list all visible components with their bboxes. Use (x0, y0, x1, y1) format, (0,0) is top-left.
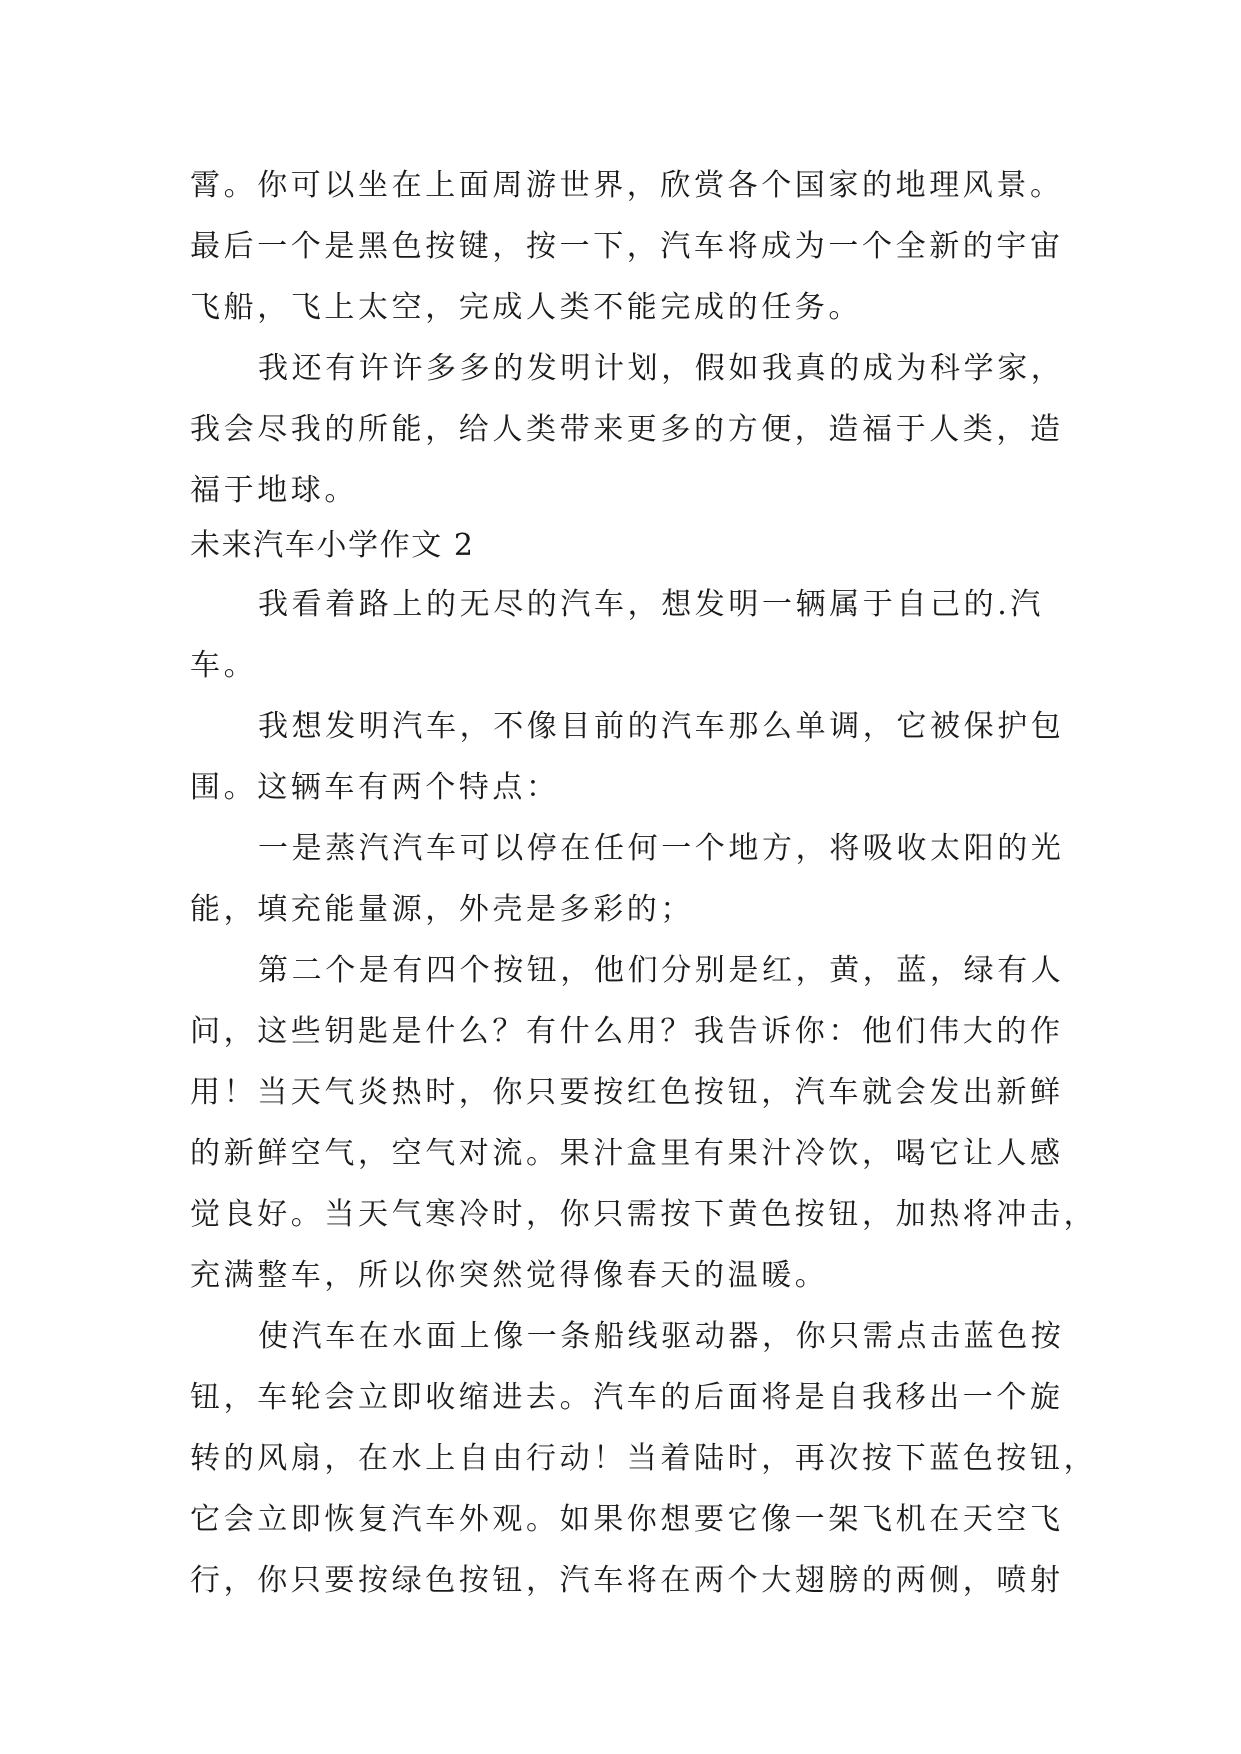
text-line: 用！当天气炎热时，你只要按红色按钮，汽车就会发出新鲜 (190, 1075, 1064, 1110)
paragraph-start-line: 我还有许许多多的发明计划，假如我真的成为科学家， (258, 351, 1065, 386)
text-line: 霄。你可以坐在上面周游世界，欣赏各个国家的地理风景。 (190, 168, 1064, 203)
text-line: 觉良好。当天气寒冷时，你只需按下黄色按钮，加热将冲击， (190, 1197, 1098, 1232)
text-line: 转的风扇，在水上自由行动！当着陆时，再次按下蓝色按钮， (190, 1441, 1098, 1476)
text-line: 飞船，飞上太空，完成人类不能完成的任务。 (190, 290, 862, 325)
text-line: 它会立即恢复汽车外观。如果你想要它像一架飞机在天空飞 (190, 1502, 1064, 1537)
text-line: 能，填充能量源，外壳是多彩的； (190, 892, 694, 927)
text-line: 行，你只要按绿色按钮，汽车将在两个大翅膀的两侧，喷射 (190, 1563, 1064, 1598)
text-line: 福于地球。 (190, 473, 358, 508)
paragraph-start-line: 使汽车在水面上像一条船线驱动器，你只需点击蓝色按 (258, 1319, 1065, 1354)
paragraph-start-line: 一是蒸汽汽车可以停在任何一个地方，将吸收太阳的光 (258, 831, 1065, 866)
paragraph-start-line: 我看着路上的无尽的汽车，想发明一辆属于自己的.汽 (258, 587, 1044, 622)
text-line: 钮，车轮会立即收缩进去。汽车的后面将是自我移出一个旋 (190, 1380, 1064, 1415)
section-title: 未来汽车小学作文 2 (190, 528, 475, 563)
text-line: 的新鲜空气，空气对流。果汁盒里有果汁冷饮，喝它让人感 (190, 1136, 1064, 1171)
text-line: 最后一个是黑色按键，按一下，汽车将成为一个全新的宇宙 (190, 229, 1064, 264)
paragraph-start-line: 我想发明汽车，不像目前的汽车那么单调，它被保护包 (258, 709, 1065, 744)
text-line: 我会尽我的所能，给人类带来更多的方便，造福于人类，造 (190, 412, 1064, 447)
text-line: 围。这辆车有两个特点： (190, 770, 560, 805)
text-line: 问，这些钥匙是什么？有什么用？我告诉你：他们伟大的作 (190, 1014, 1064, 1049)
text-line: 充满整车，所以你突然觉得像春天的温暖。 (190, 1258, 829, 1293)
text-line: 车。 (190, 648, 258, 683)
paragraph-start-line: 第二个是有四个按钮，他们分别是红，黄，蓝，绿有人 (258, 953, 1065, 988)
